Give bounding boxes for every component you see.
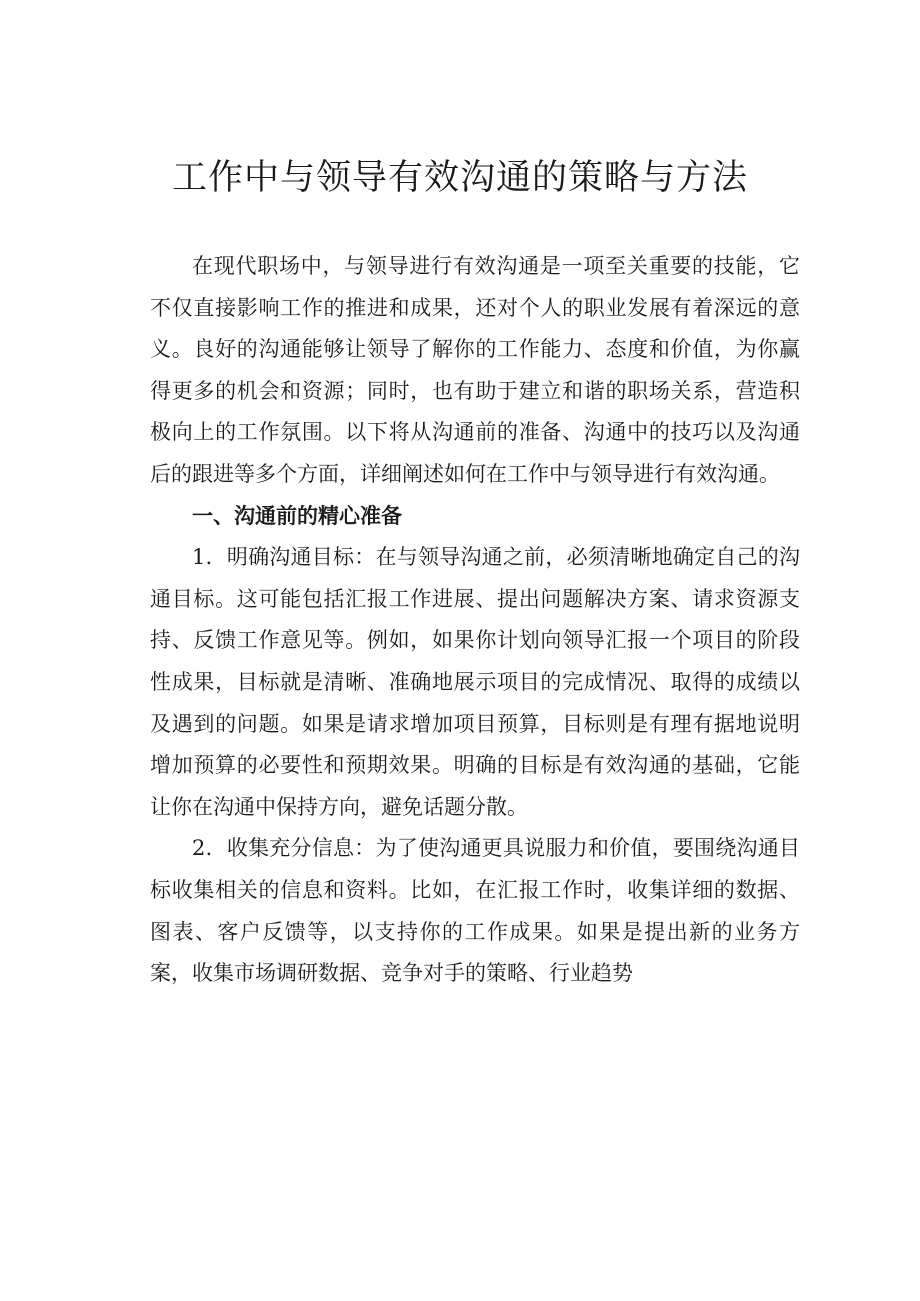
document-title: 工作中与领导有效沟通的策略与方法 <box>171 158 748 198</box>
point-1-paragraph: 1．明确沟通目标：在与领导沟通之前，必须清晰地确定自己的沟通目标。这可能包括汇报工作进展、提出问题解决方案、请求资源支持、反馈工作意见等。例如，如果你计划向领导汇报一个项目的阶段性成果，目标就是清晰、准确地展示项目的完成情况、取得的成绩以及遇到的问题。如果是请求增加项目预算，目标则是有理有据地说明增加预算的必要性和预期效果。明确的目标是有效沟通的基础，它能让你在沟通中保持方向，避免话题分散。 <box>150 545 800 819</box>
document-body <box>150 246 800 995</box>
intro-paragraph: 在现代职场中，与领导进行有效沟通是一项至关重要的技能，它不仅直接影响工作的推进和成果，还对个人的职业发展有着深远的意义。良好的沟通能够让领导了解你的工作能力、态度和价值，为你赢得更多的机会和资源；同时，也有助于建立和谐的职场关系，营造积极向上的工作氛围。以下将从沟通前的准备、沟通中的技巧以及沟通后的跟进等多个方面，详细阐述如何在工作中与领导进行有效沟通。 <box>150 254 800 486</box>
section-heading-1: 一、沟通前的精心准备 <box>192 503 402 528</box>
point-2-paragraph: 2．收集充分信息：为了使沟通更具说服力和价值，要围绕沟通目标收集相关的信息和资料。比如，在汇报工作时，收集详细的数据、图表、客户反馈等，以支持你的工作成果。如果是提出新的业务方案，收集市场调研数据、竞争对手的策略、行业趋势 <box>150 836 800 986</box>
